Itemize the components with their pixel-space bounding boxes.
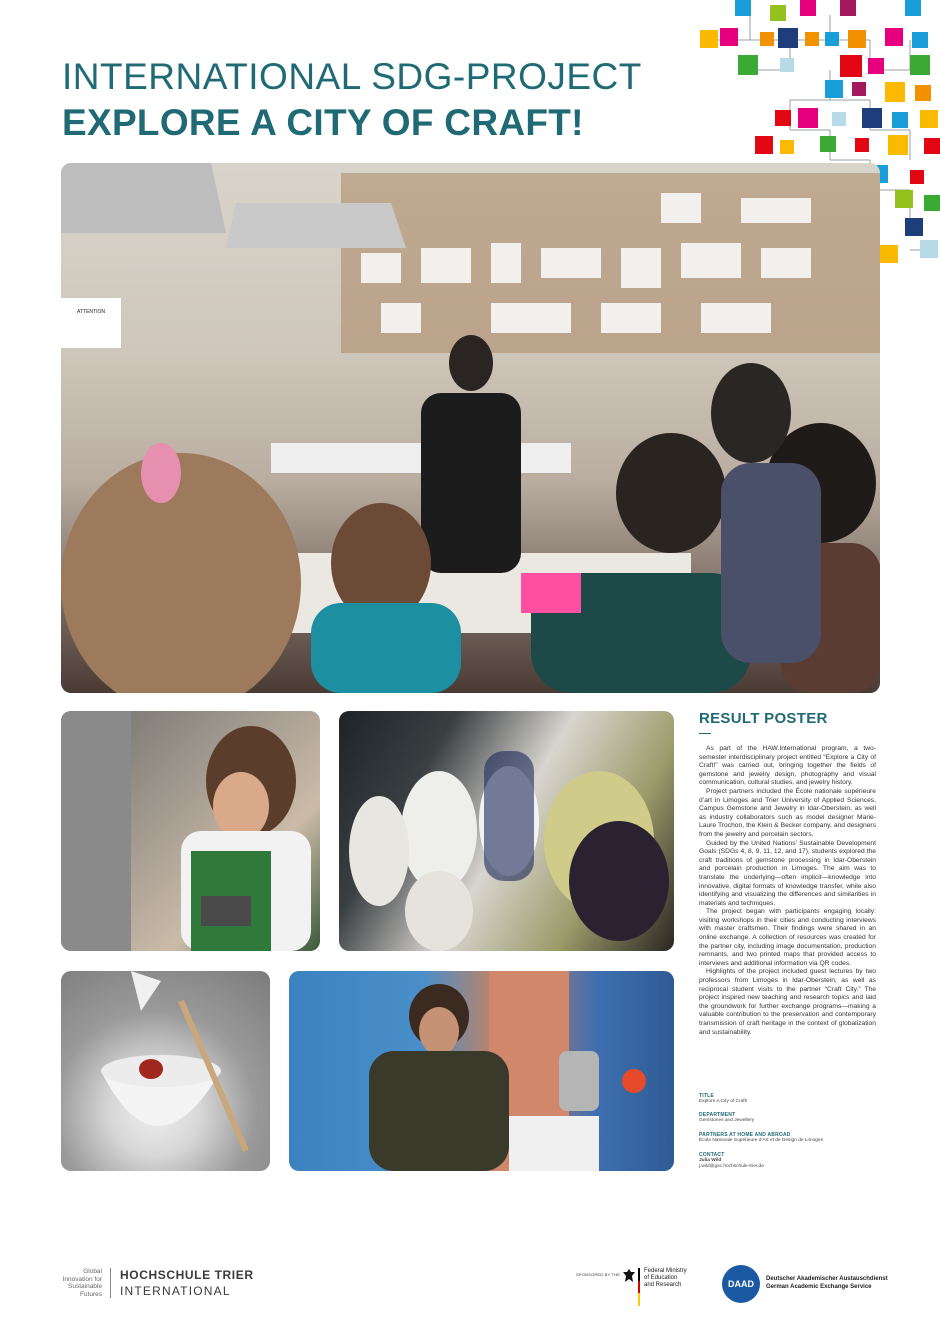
tagline-line-4: Futures xyxy=(79,1290,102,1298)
paragraph-4: The project began with participants engaging locally: visiting workshops in their cities and conducting interviews with master craftsmen. Their findings were shared in an online exchange. A collection of resources was created for the partner city, including image documentation, production remnants, and two printed maps that provided access to interviews and additional information via QR codes. xyxy=(699,908,876,967)
title-line-1: INTERNATIONAL SDG-PROJECT xyxy=(62,56,642,97)
ministry-line-1: Federal Ministry xyxy=(644,1268,687,1274)
ministry-name xyxy=(644,1268,687,1289)
university-name: HOCHSCHULE TRIER xyxy=(120,1268,254,1282)
meta-contact-label: CONTACT xyxy=(699,1152,725,1158)
tagline-line-2: Innovation for xyxy=(62,1275,102,1283)
notice-text: ATTENTION xyxy=(77,309,105,315)
daad-name-german: Deutscher Akademischer Austauschdienst xyxy=(766,1276,888,1282)
sponsored-by-label: SPONSORED BY THE xyxy=(576,1272,621,1277)
tagline-line-3: Sustainable xyxy=(68,1283,102,1291)
pottery-scene xyxy=(61,711,320,951)
title-line-2: EXPLORE A CITY OF CRAFT! xyxy=(62,102,584,143)
federal-eagle-icon xyxy=(622,1268,636,1284)
workshop-man-photo xyxy=(289,971,674,1171)
daad-name-english: German Academic Exchange Service xyxy=(766,1284,872,1290)
meta-title xyxy=(699,1093,879,1105)
heading-underline xyxy=(699,733,711,734)
german-flag-stripe-icon xyxy=(638,1268,640,1306)
paragraph-2: Project partners included the École nationale supérieure d’art in Limoges and Trier University of Applied Sciences, Campus Gemstone and Jewelry in Idar-Oberstein, as well as industry collaborators such as model designer Marie-Laure Trochon, the Klein & Becker company, and designers from the jewelry and porcelain sectors. xyxy=(699,787,876,838)
pottery-wheel-photo xyxy=(61,711,320,951)
meta-department xyxy=(699,1112,879,1124)
daad-logo: DAAD xyxy=(722,1265,760,1303)
workshop-group-photo xyxy=(61,163,880,693)
project-description xyxy=(699,745,876,1037)
tagline-line-1: Global xyxy=(83,1268,102,1275)
meta-department-value: Gemstones and Jewellery xyxy=(699,1118,755,1123)
workshop-scene xyxy=(61,163,880,693)
porcelain-vases-photo xyxy=(339,711,674,951)
man-scene xyxy=(289,971,674,1171)
meta-partners xyxy=(699,1132,879,1144)
paragraph-1: As part of the HAW.International program, a two-semester interdisciplinary project entitled “Explore a City of Craft!” was carried out, bringing together the fields of gemstone and jewelry design, photography and visual communication, cultural studies, and jewelry history. xyxy=(699,745,876,787)
bowl-scene xyxy=(61,971,270,1171)
meta-department-label: DEPARTMENT xyxy=(699,1112,736,1118)
meta-contact-email: j.wild@gsc.hochschule-trier.de xyxy=(699,1164,764,1169)
meta-title-label: TITLE xyxy=(699,1093,714,1099)
paragraph-5: Highlights of the project included guest lectures by two professors from Limoges in Idar-Oberstein, as well as reciprocal student visits to the partner “Craft City.” The project inspired new teaching and research topics and laid the groundwork for further exchange programs—making a valuable contribution to the preservation and contemporary transmission of craft heritage in the context of globalization and sustainability. xyxy=(699,968,876,1036)
university-subtitle: INTERNATIONAL xyxy=(120,1284,231,1298)
ministry-line-2: of Education xyxy=(644,1275,678,1281)
meta-partners-value: École Nationale Supérieure d’Art et de Design de Limoges xyxy=(699,1138,823,1143)
meta-contact xyxy=(699,1152,879,1170)
ministry-line-3: and Research xyxy=(644,1282,682,1288)
footer-divider xyxy=(110,1268,111,1298)
meta-contact-name: Julia Wild xyxy=(699,1158,722,1163)
porcelain-bowl-photo xyxy=(61,971,270,1171)
tagline xyxy=(62,1268,102,1298)
meta-partners-label: PARTNERS AT HOME AND ABROAD xyxy=(699,1132,791,1138)
paragraph-3: Guided by the United Nations’ Sustainable Development Goals (SDGs 4, 8, 9, 11, 12, and 17), students explored the craft traditions of gemstone processing in Idar-Oberstein and porcelain production in Limoges. The aim was to translate the underlying—often implicit—knowledge into innovative, digital formats of knowledge transfer, while also identifying and visualizing the differences and similarities in materials and techniques. xyxy=(699,839,876,907)
vases-scene xyxy=(339,711,674,951)
result-poster-heading: RESULT POSTER xyxy=(699,710,828,727)
meta-title-value: Explore A City of Craft! xyxy=(699,1099,748,1104)
